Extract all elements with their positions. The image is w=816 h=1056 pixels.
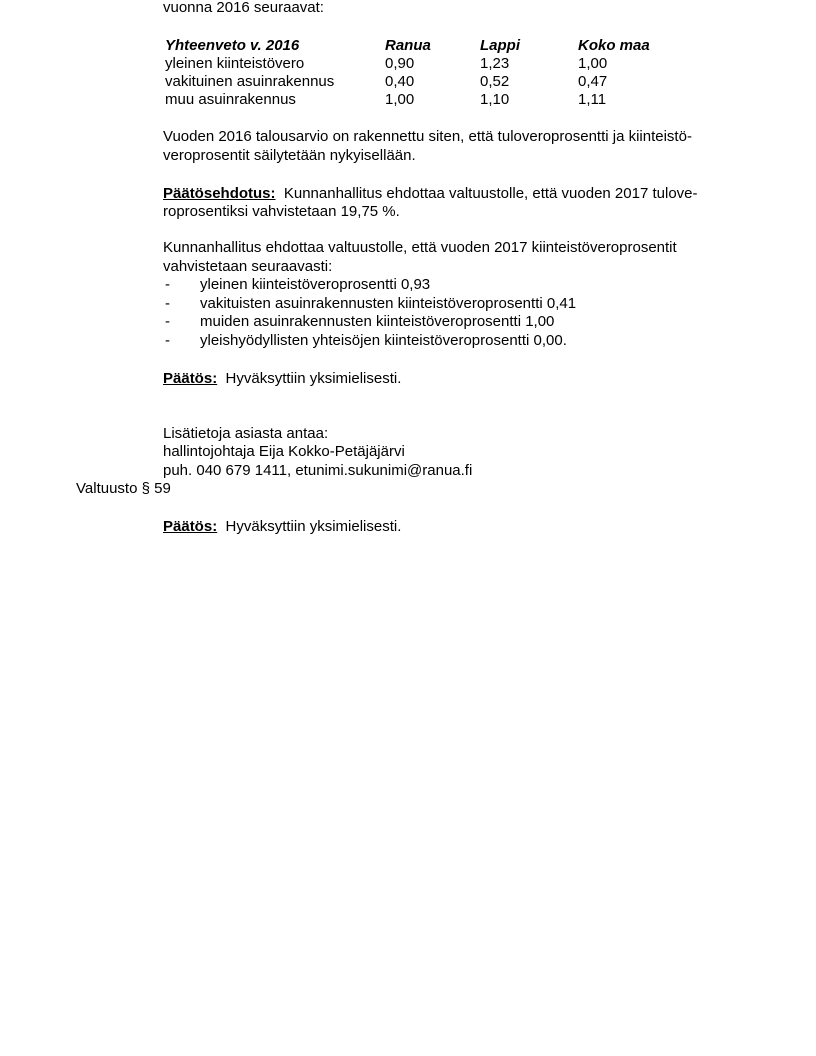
decision-line: [163, 370, 401, 388]
paragraph-line: Vuoden 2016 talousarvio on rakennettu siten, että tuloveroprosentti ja kiinteistö-: [163, 128, 692, 145]
section-heading: Valtuusto § 59: [76, 480, 171, 497]
paragraph-line: Kunnanhallitus ehdottaa valtuustolle, että vuoden 2017 kiinteistöveroprosentit: [163, 239, 677, 256]
paragraph-line: veroprosentit säilytetään nykyisellään.: [163, 147, 416, 164]
table-cell: 0,90: [385, 55, 415, 72]
paragraph-line: vahvistetaan seuraavasti:: [163, 258, 333, 275]
bullet-item: yleinen kiinteistöveroprosentti 0,93: [200, 276, 431, 293]
table-header: Yhteenveto v. 2016: [165, 37, 300, 54]
table-cell: 1,10: [480, 91, 510, 108]
bullet-item: muiden asuinrakennusten kiinteistöveroprosentti 1,00: [200, 313, 555, 330]
table-header: Koko maa: [578, 37, 650, 54]
proposal-text: Kunnanhallitus ehdottaa valtuustolle, että vuoden 2017 tulove-: [283, 185, 698, 202]
decision-text: Hyväksyttiin yksimielisesti.: [225, 518, 402, 535]
table-cell: 1,00: [385, 91, 415, 108]
contact-line: Lisätietoja asiasta antaa:: [163, 425, 329, 442]
proposal-text: roprosentiksi vahvistetaan 19,75 %.: [163, 203, 400, 220]
proposal-label: Päätösehdotus:: [163, 185, 276, 202]
proposal-line: [163, 185, 698, 203]
table-cell: 0,52: [480, 73, 510, 90]
table-cell: 1,23: [480, 55, 510, 72]
table-header: Lappi: [480, 37, 520, 54]
table-cell: 0,47: [578, 73, 608, 90]
bullet-item: vakituisten asuinrakennusten kiinteistöveroprosentti 0,41: [200, 295, 577, 312]
decision-label: Päätös:: [163, 518, 218, 535]
decision-label: Päätös:: [163, 370, 218, 387]
decision-line: [163, 518, 401, 536]
bullet-marker: -: [165, 313, 170, 330]
contact-line: puh. 040 679 1411, etunimi.sukunimi@ranua.fi: [163, 462, 473, 479]
bullet-item: yleishyödyllisten yhteisöjen kiinteistöveroprosentti 0,00.: [200, 332, 567, 349]
table-cell: 0,40: [385, 73, 415, 90]
bullet-marker: -: [165, 295, 170, 312]
table-cell: vakituinen asuinrakennus: [165, 73, 335, 90]
table-cell: 1,11: [578, 91, 607, 108]
table-cell: yleinen kiinteistövero: [165, 55, 305, 72]
table-header: Ranua: [385, 37, 431, 54]
intro-text: vuonna 2016 seuraavat:: [163, 0, 324, 16]
bullet-marker: -: [165, 332, 170, 349]
contact-line: hallintojohtaja Eija Kokko-Petäjäjärvi: [163, 443, 405, 460]
bullet-marker: -: [165, 276, 170, 293]
decision-text: Hyväksyttiin yksimielisesti.: [225, 370, 402, 387]
table-cell: muu asuinrakennus: [165, 91, 296, 108]
table-cell: 1,00: [578, 55, 608, 72]
